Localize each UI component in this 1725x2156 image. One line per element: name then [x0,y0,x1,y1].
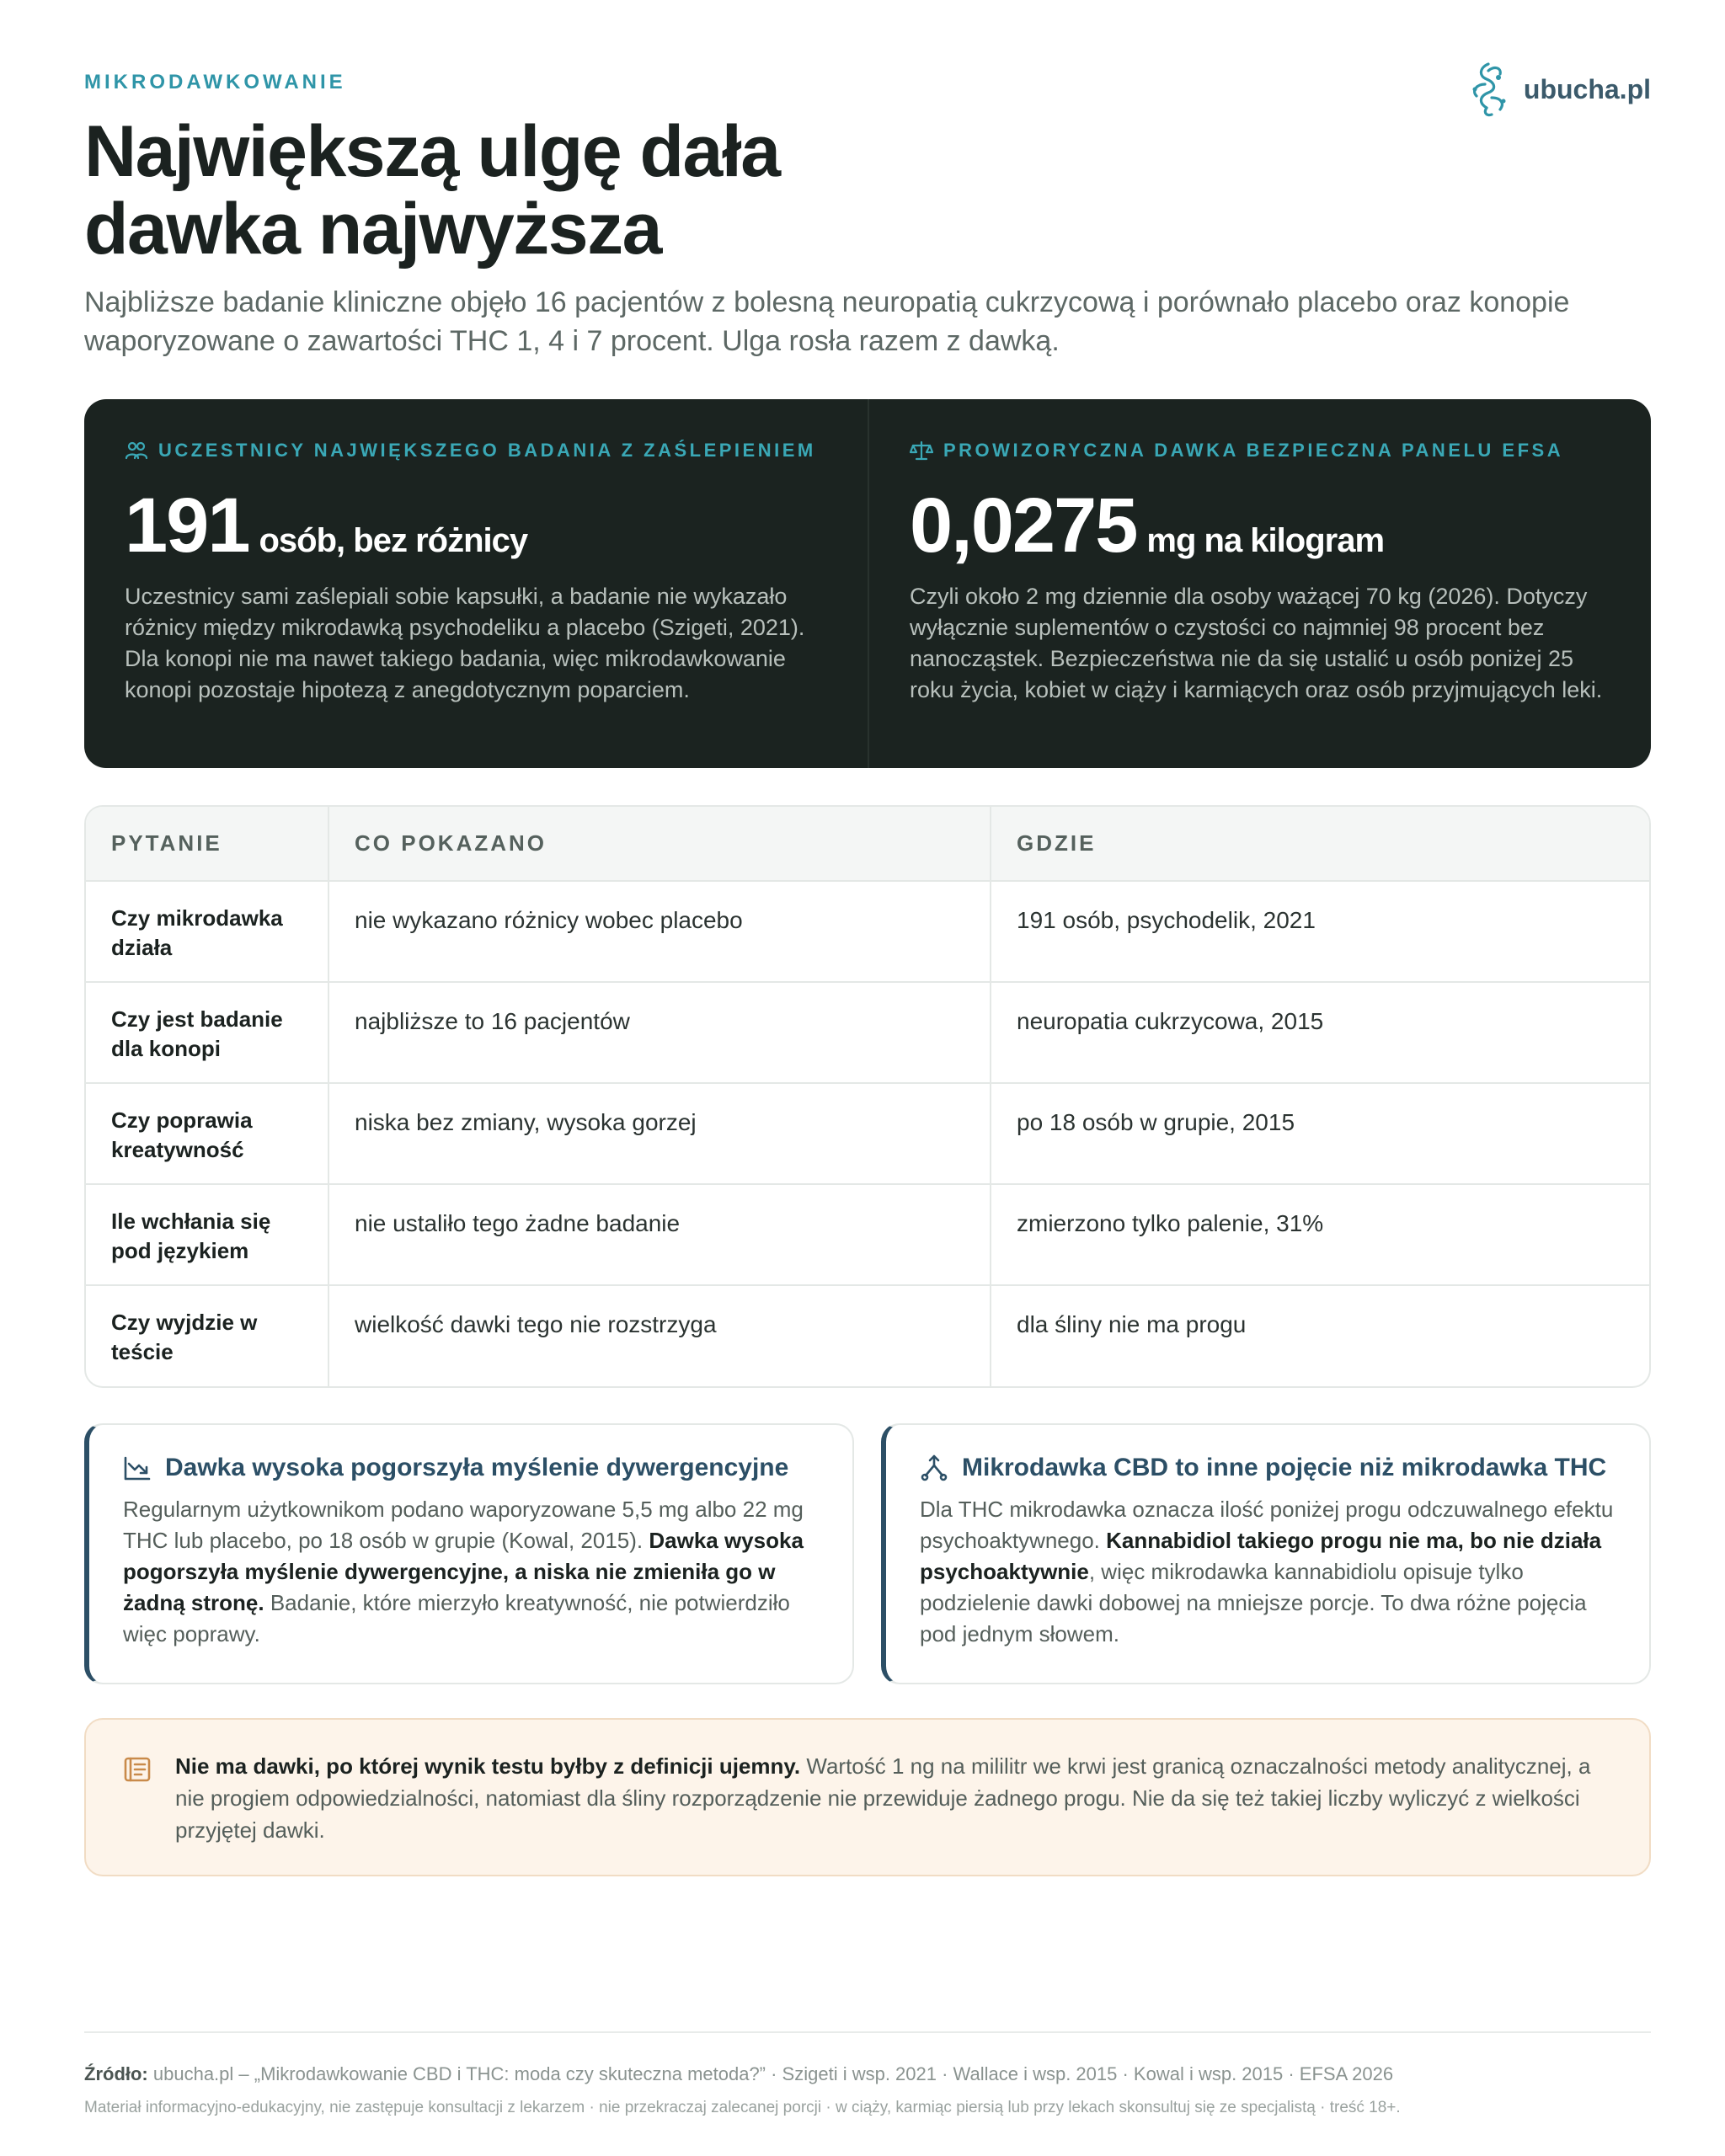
infographic-page [84,0,1651,2156]
document-icon [123,1755,152,1784]
stat-label [125,440,827,462]
stat-label-text: PROWIZORYCZNA DAWKA BEZPIECZNA PANELU EFSA [943,440,1564,461]
column-header-question: PYTANIE [86,807,328,881]
column-header-where: GDZIE [991,807,1651,881]
table-cell-question: Czy jest badanie dla konopi [86,982,328,1083]
table-row [86,982,1651,1083]
table-cell-shown: najbliższe to 16 pacjentów [328,982,991,1083]
source-line [84,2063,1393,2085]
note-body: Wartość 1 ng na mililitr we krwi jest granicą oznaczalności metody analitycznej, a nie progiem odpowiedzialności, natomiast dla śliny rozporządzenie nie przewiduje żadnego progu. Nie da się też takiej liczby wyliczyć z wielkości przyjętej dawki. [175,1753,1591,1843]
table-cell-where: po 18 osób w grupie, 2015 [991,1083,1651,1184]
footer-divider [84,2031,1651,2033]
ubucha-logo-icon [1465,59,1512,120]
card-body [920,1494,1616,1650]
stat-unit: osób, bez różnicy [259,522,528,559]
card-body-text: , więc mikrodawka kannabidiolu opisuje tylko podzielenie dawki dobowej na mniejsze porcje. To dwa różne pojęcia pod jednym słowem. [920,1559,1587,1646]
stat-value [910,485,1610,566]
card-body-emphasis: Dawka wysoka pogorszyła myślenie dywergencyjne, a niska nie zmieniła go w żadną stronę. [123,1528,804,1615]
table-cell-where: zmierzono tylko palenie, 31% [991,1184,1651,1285]
people-icon [125,440,148,462]
table-cell-shown: wielkość dawki tego nie rozstrzyga [328,1285,991,1386]
card-title [123,1454,819,1482]
stat-value [125,485,827,566]
table-cell-shown: nie ustaliło tego żadne badanie [328,1184,991,1285]
card-title-text: Mikrodawka CBD to inne pojęcie niż mikrodawka THC [962,1454,1607,1481]
trend-down-icon [123,1454,152,1482]
card-title [920,1454,1616,1482]
source-label: Źródło: [84,2063,148,2084]
column-header-shown: CO POKAZANO [328,807,991,881]
stat-participants [84,399,868,768]
source-text: ubucha.pl – „Mikrodawkowanie CBD i THC: moda czy skuteczna metoda?” · Szigeti i wsp. 2021 · Wallace i wsp. 2015 · Kowal i wsp. 2015 · EFSA 2026 [147,2063,1394,2084]
table-cell-question: Czy mikrodawka działa [86,881,328,982]
table-cell-where: dla śliny nie ma progu [991,1285,1651,1386]
lead-paragraph: Najbliższe badanie kliniczne objęło 16 pacjentów z bolesną neuropatią cukrzycową i porównało placebo oraz konopie waporyzowane o zawartości THC 1, 4 i 7 procent. Ulga rosła razem z dawką. [84,286,1570,357]
card-title-text: Dawka wysoka pogorszyła myślenie dywergencyjne [165,1454,789,1481]
stat-description: Uczestnicy sami zaślepiali sobie kapsułki, a badanie nie wykazało różnicy między mikrodawką psychodeliku a placebo (Szigeti, 2021). Dla konopi nie ma nawet takiego badania, więc mikrodawkowanie konopi pozostaje hipotezą z anegdotycznym poparciem. [125,584,805,702]
table-cell-where: neuropatia cukrzycowa, 2015 [991,982,1651,1083]
table-cell-where: 191 osób, psychodelik, 2021 [991,881,1651,982]
stats-panel [84,399,1651,768]
title-line-2: dawka najwyższa [84,189,661,270]
note-test-threshold [84,1718,1651,1876]
table-cell-shown: niska bez zmiany, wysoka gorzej [328,1083,991,1184]
stat-number: 191 [125,483,249,568]
table-header-row [86,807,1651,881]
card-cbd-vs-thc [881,1423,1651,1684]
split-icon [920,1454,948,1482]
page-title [84,113,1011,268]
table-cell-question: Ile wchłania się pod językiem [86,1184,328,1285]
card-body-text: Dla THC mikrodawka oznacza ilość poniżej progu odczuwalnego efektu psychoaktywnego. [920,1497,1614,1553]
table-cell-question: Czy poprawia kreatywność [86,1083,328,1184]
site-logo[interactable] [1465,59,1651,120]
stat-number: 0,0275 [910,483,1137,568]
stat-label-text: UCZESTNICY NAJWIĘKSZEGO BADANIA Z ZAŚLEPIENIEM [158,440,816,461]
logo-text: ubucha.pl [1523,73,1651,104]
note-text [175,1750,1599,1846]
eyebrow-category: MIKRODAWKOWANIE [84,71,346,93]
stat-unit: mg na kilogram [1146,522,1385,559]
table-cell-question: Czy wyjdzie w teście [111,1310,258,1364]
note-emphasis: Nie ma dawki, po której wynik testu byłby z definicji ujemny. [175,1753,801,1779]
disclaimer: Materiał informacyjno-edukacyjny, nie zastępuje konsultacji z lekarzem · nie przekraczaj zalecanej porcji · w ciąży, karmiąc piersią lub przy lekach skonsultuj się ze specjalistą · treść 18+. [84,2099,1401,2116]
table-cell-shown: nie wykazano różnicy wobec placebo [328,881,991,982]
evidence-table [84,805,1651,1388]
card-body-emphasis: Kannabidiol takiego progu nie ma, bo nie działa psychoaktywnie [920,1528,1602,1584]
card-high-dose-creativity [84,1423,854,1684]
table-row [86,1184,1651,1285]
stat-description: Czyli około 2 mg dziennie dla osoby ważącej 70 kg (2026). Dotyczy wyłącznie suplementów o czystości co najmniej 98 procent bez nanocząstek. Bezpieczeństwa nie da się ustalić u osób poniżej 25 roku życia, kobiet w ciąży i karmiących oraz osób przyjmujących leki. [910,584,1603,702]
card-body-text: Regularnym użytkownikom podano waporyzowane 5,5 mg albo 22 mg THC lub placebo, po 18 osób w grupie (Kowal, 2015). [123,1497,804,1553]
title-line-1: Największą ulgę dała [84,111,780,192]
table-row [86,1285,1651,1386]
table-row [86,1083,1651,1184]
stat-efsa-dose [868,399,1651,768]
stat-label [910,440,1610,462]
card-body-text: Badanie, które mierzyło kreatywność, nie potwierdziło więc poprawy. [123,1590,790,1646]
scale-icon [910,440,933,462]
card-body [123,1494,819,1650]
table-row [86,881,1651,982]
